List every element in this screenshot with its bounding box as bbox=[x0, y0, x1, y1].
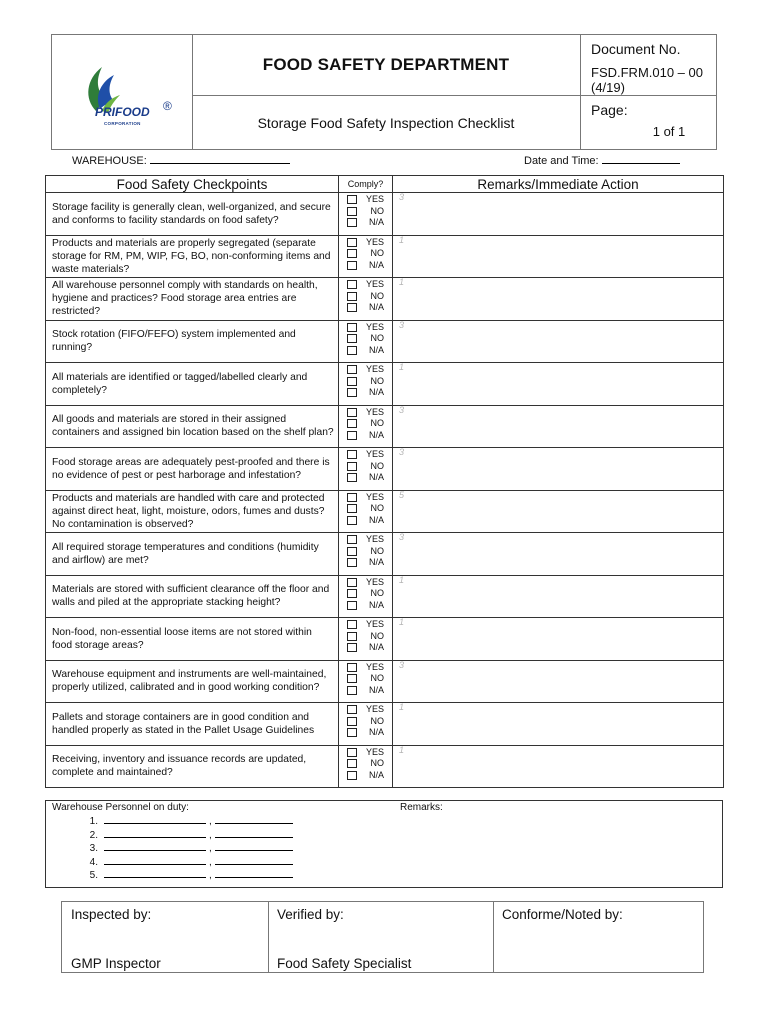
registered-mark: ® bbox=[163, 99, 172, 113]
personnel-number: 2. bbox=[89, 829, 98, 841]
option-label: NO bbox=[370, 205, 384, 216]
checkbox[interactable] bbox=[347, 663, 357, 672]
comply-option[interactable] bbox=[339, 600, 392, 612]
personnel-name-line[interactable] bbox=[104, 828, 206, 838]
document-header bbox=[51, 34, 717, 150]
table-row bbox=[46, 533, 724, 576]
comply-option[interactable] bbox=[339, 557, 392, 569]
remarks-cell[interactable] bbox=[393, 533, 724, 576]
option-label: N/A bbox=[368, 684, 384, 695]
checkbox[interactable] bbox=[347, 705, 357, 714]
inspected-by-label: Inspected by: bbox=[71, 907, 152, 922]
personnel-name-line[interactable] bbox=[104, 868, 206, 878]
checkbox[interactable] bbox=[347, 419, 357, 428]
table-row bbox=[46, 363, 724, 406]
option-label: N/A bbox=[368, 429, 384, 440]
table-row bbox=[46, 320, 724, 363]
document-number-cell bbox=[580, 35, 716, 96]
comply-option[interactable] bbox=[339, 747, 392, 759]
personnel-label: Warehouse Personnel on duty: bbox=[52, 802, 189, 813]
checkbox[interactable] bbox=[347, 620, 357, 629]
table-header-row bbox=[46, 176, 724, 193]
comply-option[interactable] bbox=[339, 472, 392, 484]
checkbox[interactable] bbox=[347, 462, 357, 471]
comply-option[interactable] bbox=[339, 716, 392, 728]
comply-options bbox=[339, 575, 393, 618]
remarks-cell[interactable] bbox=[393, 235, 724, 278]
option-label: N/A bbox=[368, 302, 384, 312]
checkpoint-question: Stock rotation (FIFO/FEFO) system implemented and running? bbox=[46, 320, 339, 363]
prifood-logo bbox=[62, 49, 182, 135]
personnel-row[interactable] bbox=[76, 841, 293, 853]
comply-option[interactable] bbox=[339, 449, 392, 461]
option-label: YES bbox=[365, 704, 384, 714]
option-label: YES bbox=[365, 449, 384, 459]
option-label: N/A bbox=[368, 472, 384, 482]
checkbox[interactable] bbox=[347, 377, 357, 386]
verified-by-label: Verified by: bbox=[277, 907, 344, 922]
score-value: 3 bbox=[399, 447, 405, 457]
remarks-cell[interactable] bbox=[393, 490, 724, 533]
table-row bbox=[46, 193, 724, 236]
checkbox[interactable] bbox=[347, 238, 357, 247]
comply-option[interactable] bbox=[339, 662, 392, 674]
comply-options bbox=[339, 660, 393, 703]
comply-options bbox=[339, 448, 393, 491]
checkbox[interactable] bbox=[347, 643, 357, 652]
table-row bbox=[46, 575, 724, 618]
page-value: 1 of 1 bbox=[652, 124, 686, 139]
comply-option[interactable] bbox=[339, 322, 392, 334]
checkpoint-question: Products and materials are properly segregated (separate storage for RM, PM, WIP, FG, BO, non-conforming items and waste materials? bbox=[46, 235, 339, 278]
comply-option[interactable] bbox=[339, 673, 392, 685]
checkbox[interactable] bbox=[347, 261, 357, 270]
option-label: N/A bbox=[368, 557, 384, 567]
checkbox[interactable] bbox=[347, 771, 357, 780]
comply-option[interactable] bbox=[339, 194, 392, 206]
checkpoint-question: Storage facility is generally clean, well-organized, and secure and conforms to facility standards on food safety? bbox=[46, 193, 339, 236]
personnel-number: 3. bbox=[89, 843, 98, 854]
option-label: YES bbox=[365, 576, 384, 587]
conforme-by-cell[interactable] bbox=[493, 902, 703, 972]
option-label: NO bbox=[370, 673, 384, 683]
column-header-remarks: Remarks/Immediate Action bbox=[393, 176, 724, 193]
comply-option[interactable] bbox=[339, 407, 392, 419]
comply-options bbox=[339, 278, 393, 321]
option-label: NO bbox=[370, 248, 384, 258]
department-title: FOOD SAFETY DEPARTMENT bbox=[262, 55, 510, 74]
score-value: 1 bbox=[399, 362, 405, 372]
score-value: 1 bbox=[399, 744, 405, 755]
warehouse-field[interactable] bbox=[72, 153, 290, 167]
logo-cell bbox=[52, 35, 193, 149]
checkbox[interactable] bbox=[347, 346, 357, 355]
warehouse-blank-line[interactable] bbox=[150, 153, 290, 164]
checkpoint-question: All warehouse personnel comply with standards on health, hygiene and practices? Food storage area entries are restricted? bbox=[46, 278, 339, 321]
warehouse-label: WAREHOUSE: bbox=[72, 155, 147, 167]
comply-option[interactable] bbox=[339, 492, 392, 504]
comply-option[interactable] bbox=[339, 279, 392, 291]
remarks-cell[interactable] bbox=[393, 320, 724, 363]
column-header-checkpoints: Food Safety Checkpoints bbox=[46, 176, 339, 193]
checkbox[interactable] bbox=[347, 493, 357, 502]
document-number-value: FSD.FRM.010 – 00 (4/19) bbox=[591, 65, 703, 95]
logo-subtext: CORPORATION bbox=[104, 121, 141, 126]
checkbox[interactable] bbox=[347, 578, 357, 587]
title-cell bbox=[192, 35, 581, 149]
option-label: N/A bbox=[368, 769, 384, 780]
comply-option[interactable] bbox=[339, 727, 392, 739]
checkbox[interactable] bbox=[347, 686, 357, 695]
table-row bbox=[46, 660, 724, 703]
option-label: YES bbox=[365, 661, 384, 672]
table-row bbox=[46, 405, 724, 448]
personnel-position-line[interactable] bbox=[215, 814, 293, 824]
separator: , bbox=[209, 816, 212, 827]
option-label: YES bbox=[365, 236, 384, 247]
option-label: N/A bbox=[368, 387, 384, 397]
personnel-name-line[interactable] bbox=[104, 855, 206, 865]
checkbox[interactable] bbox=[347, 195, 357, 204]
personnel-row[interactable] bbox=[76, 855, 293, 867]
remarks-cell[interactable] bbox=[393, 448, 724, 491]
comply-options bbox=[339, 703, 393, 746]
remarks-cell[interactable] bbox=[393, 745, 724, 788]
comply-option[interactable] bbox=[339, 503, 392, 515]
comply-options bbox=[339, 235, 393, 278]
comply-option[interactable] bbox=[339, 588, 392, 600]
option-label: NO bbox=[370, 418, 384, 428]
remarks-cell[interactable] bbox=[393, 660, 724, 703]
personnel-position-line[interactable] bbox=[215, 828, 293, 838]
checkbox[interactable] bbox=[347, 728, 357, 737]
personnel-row[interactable] bbox=[76, 814, 293, 826]
option-label: YES bbox=[365, 491, 384, 502]
option-label: NO bbox=[370, 545, 384, 556]
remarks-cell[interactable] bbox=[393, 193, 724, 236]
remarks-cell[interactable] bbox=[393, 405, 724, 448]
remarks-cell[interactable] bbox=[393, 575, 724, 618]
table-row bbox=[46, 278, 724, 321]
option-label: NO bbox=[370, 290, 384, 301]
score-value: 3 bbox=[399, 659, 405, 670]
checkpoint-question: Pallets and storage containers are in good condition and handled properly as stated in the Pallet Usage Guidelines bbox=[46, 703, 339, 746]
personnel-number: 5. bbox=[89, 870, 98, 881]
option-label: NO bbox=[370, 460, 384, 471]
option-label: N/A bbox=[368, 259, 384, 270]
checkpoint-question: All materials are identified or tagged/labelled clearly and completely? bbox=[46, 363, 339, 406]
comply-option[interactable] bbox=[339, 237, 392, 249]
comply-option[interactable] bbox=[339, 546, 392, 558]
option-label: N/A bbox=[368, 599, 384, 610]
comply-option[interactable] bbox=[339, 534, 392, 546]
comply-option[interactable] bbox=[339, 260, 392, 272]
separator: , bbox=[209, 843, 212, 854]
verified-by-role: Food Safety Specialist bbox=[277, 956, 412, 971]
checkbox[interactable] bbox=[347, 547, 357, 556]
option-label: N/A bbox=[368, 727, 384, 737]
checkbox[interactable] bbox=[347, 759, 357, 768]
checkpoint-question: Warehouse equipment and instruments are well-maintained, properly utilized, calibrated and in good working condition? bbox=[46, 660, 339, 703]
checkbox[interactable] bbox=[347, 450, 357, 459]
checkpoint-question: Non-food, non-essential loose items are not stored within food storage areas? bbox=[46, 618, 339, 661]
option-label: YES bbox=[365, 746, 384, 757]
conforme-by-label: Conforme/Noted by: bbox=[502, 907, 623, 922]
checklist-table bbox=[45, 175, 724, 788]
option-label: NO bbox=[370, 375, 384, 386]
score-value: 3 bbox=[399, 532, 405, 542]
table-row bbox=[46, 448, 724, 491]
checkbox[interactable] bbox=[347, 473, 357, 482]
score-value: 1 bbox=[399, 617, 405, 627]
checkbox[interactable] bbox=[347, 504, 357, 513]
score-value: 1 bbox=[399, 234, 405, 245]
separator: , bbox=[209, 856, 212, 868]
verified-by-cell[interactable] bbox=[268, 902, 494, 972]
comply-option[interactable] bbox=[339, 291, 392, 303]
checkbox[interactable] bbox=[347, 408, 357, 417]
checkpoint-question: Receiving, inventory and issuance records are updated, complete and maintained? bbox=[46, 745, 339, 788]
option-label: YES bbox=[365, 534, 384, 544]
personnel-position-line[interactable] bbox=[215, 855, 293, 865]
column-header-comply: Comply? bbox=[339, 176, 393, 193]
score-value: 1 bbox=[399, 702, 405, 712]
option-label: NO bbox=[370, 588, 384, 598]
inspected-by-cell[interactable] bbox=[62, 902, 269, 972]
checkbox[interactable] bbox=[347, 280, 357, 289]
checkbox[interactable] bbox=[347, 323, 357, 332]
comply-options bbox=[339, 320, 393, 363]
checkpoint-question: All goods and materials are stored in their assigned containers and assigned bin location based on the shelf plan? bbox=[46, 405, 339, 448]
checkbox[interactable] bbox=[347, 303, 357, 312]
score-value: 1 bbox=[399, 277, 405, 287]
comply-option[interactable] bbox=[339, 387, 392, 399]
comply-option[interactable] bbox=[339, 631, 392, 643]
score-value: 1 bbox=[399, 574, 405, 585]
option-label: NO bbox=[370, 333, 384, 343]
checkbox[interactable] bbox=[347, 388, 357, 397]
comply-options bbox=[339, 363, 393, 406]
logo-wordmark: PRIFOOD bbox=[95, 105, 150, 119]
comply-option[interactable] bbox=[339, 758, 392, 770]
personnel-row[interactable] bbox=[76, 828, 293, 840]
checkpoint-question: Materials are stored with sufficient clearance off the floor and walls and piled at the appropriate stacking height? bbox=[46, 575, 339, 618]
separator: , bbox=[209, 829, 212, 841]
comply-options bbox=[339, 193, 393, 236]
table-row bbox=[46, 490, 724, 533]
document-info-cell bbox=[580, 35, 716, 149]
comply-option[interactable] bbox=[339, 577, 392, 589]
option-label: N/A bbox=[368, 217, 384, 227]
inspected-by-role: GMP Inspector bbox=[71, 956, 161, 971]
date-time-label: Date and Time: bbox=[524, 155, 599, 167]
option-label: N/A bbox=[368, 642, 384, 652]
option-label: YES bbox=[365, 619, 384, 629]
separator: , bbox=[209, 870, 212, 881]
checkpoint-question: Products and materials are handled with care and protected against direct heat, light, moisture, odors, fumes and dusts? No contamination is observed? bbox=[46, 490, 339, 533]
remarks-cell[interactable] bbox=[393, 703, 724, 746]
table-row bbox=[46, 618, 724, 661]
comply-option[interactable] bbox=[339, 642, 392, 654]
department-cell bbox=[192, 35, 580, 96]
comply-option[interactable] bbox=[339, 345, 392, 357]
option-label: YES bbox=[365, 321, 384, 332]
comply-option[interactable] bbox=[339, 685, 392, 697]
checkbox[interactable] bbox=[347, 717, 357, 726]
checkbox[interactable] bbox=[347, 601, 357, 610]
option-label: NO bbox=[370, 715, 384, 726]
page-label: Page: bbox=[591, 102, 628, 118]
remarks-cell[interactable] bbox=[393, 618, 724, 661]
checkbox[interactable] bbox=[347, 207, 357, 216]
checkbox[interactable] bbox=[347, 334, 357, 343]
checkbox[interactable] bbox=[347, 249, 357, 258]
option-label: YES bbox=[365, 279, 384, 289]
comply-option[interactable] bbox=[339, 515, 392, 527]
comply-options bbox=[339, 745, 393, 788]
document-number-label: Document No. bbox=[591, 41, 681, 57]
personnel-section bbox=[45, 800, 723, 888]
option-label: N/A bbox=[368, 344, 384, 355]
checkbox[interactable] bbox=[347, 431, 357, 440]
checkbox[interactable] bbox=[347, 674, 357, 683]
checkbox[interactable] bbox=[347, 589, 357, 598]
checkpoint-question: Food storage areas are adequately pest-proofed and there is no evidence of pest or pest harborage and infestation? bbox=[46, 448, 339, 491]
personnel-position-line[interactable] bbox=[215, 868, 293, 878]
comply-option[interactable] bbox=[339, 430, 392, 442]
personnel-number: 4. bbox=[89, 856, 98, 868]
comply-option[interactable] bbox=[339, 704, 392, 716]
option-label: YES bbox=[365, 194, 384, 204]
comply-option[interactable] bbox=[339, 376, 392, 388]
checkbox[interactable] bbox=[347, 365, 357, 374]
signature-section bbox=[61, 901, 704, 973]
remarks-cell[interactable] bbox=[393, 363, 724, 406]
date-time-blank-line[interactable] bbox=[602, 153, 680, 164]
personnel-name-line[interactable] bbox=[104, 814, 206, 824]
option-label: YES bbox=[365, 406, 384, 417]
comply-option[interactable] bbox=[339, 364, 392, 376]
personnel-remarks-label: Remarks: bbox=[400, 802, 443, 813]
option-label: NO bbox=[370, 758, 384, 768]
comply-options bbox=[339, 490, 393, 533]
checkbox[interactable] bbox=[347, 218, 357, 227]
comply-options bbox=[339, 405, 393, 448]
personnel-position-line[interactable] bbox=[215, 841, 293, 851]
table-row bbox=[46, 703, 724, 746]
form-title: Storage Food Safety Inspection Checklist bbox=[257, 115, 515, 131]
checkbox[interactable] bbox=[347, 535, 357, 544]
option-label: N/A bbox=[368, 514, 384, 525]
comply-options bbox=[339, 618, 393, 661]
personnel-number: 1. bbox=[89, 816, 98, 827]
table-row bbox=[46, 235, 724, 278]
checkbox[interactable] bbox=[347, 632, 357, 641]
checkbox[interactable] bbox=[347, 558, 357, 567]
personnel-row[interactable] bbox=[76, 868, 293, 880]
option-label: NO bbox=[370, 630, 384, 641]
checkbox[interactable] bbox=[347, 516, 357, 525]
option-label: NO bbox=[370, 503, 384, 513]
comply-option[interactable] bbox=[339, 461, 392, 473]
personnel-name-line[interactable] bbox=[104, 841, 206, 851]
comply-option[interactable] bbox=[339, 248, 392, 260]
comply-option[interactable] bbox=[339, 206, 392, 218]
score-value: 3 bbox=[399, 319, 405, 330]
option-label: YES bbox=[365, 364, 384, 374]
checkbox[interactable] bbox=[347, 748, 357, 757]
comply-option[interactable] bbox=[339, 302, 392, 314]
date-time-field[interactable] bbox=[524, 153, 680, 167]
checkbox[interactable] bbox=[347, 292, 357, 301]
checkpoint-question: All required storage temperatures and conditions (humidity and airflow) are met? bbox=[46, 533, 339, 576]
comply-option[interactable] bbox=[339, 619, 392, 631]
comply-option[interactable] bbox=[339, 333, 392, 345]
comply-options bbox=[339, 533, 393, 576]
comply-option[interactable] bbox=[339, 217, 392, 229]
remarks-cell[interactable] bbox=[393, 278, 724, 321]
comply-option[interactable] bbox=[339, 770, 392, 782]
score-value: 5 bbox=[399, 489, 405, 500]
comply-option[interactable] bbox=[339, 418, 392, 430]
score-value: 3 bbox=[399, 404, 405, 415]
score-value: 3 bbox=[399, 192, 405, 202]
table-row bbox=[46, 745, 724, 788]
